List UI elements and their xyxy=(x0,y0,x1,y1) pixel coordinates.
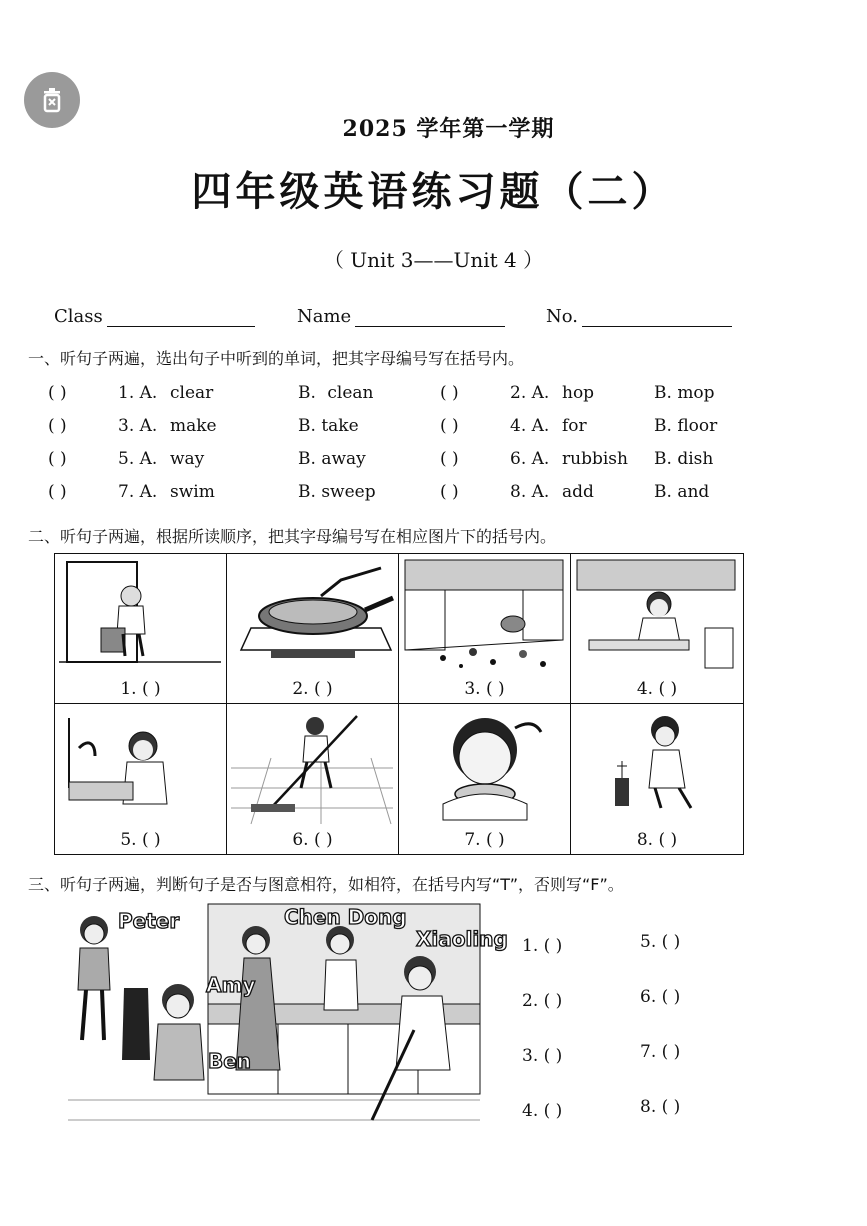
answer-paren[interactable]: ( ) xyxy=(440,449,459,469)
boy-mopping-illustration xyxy=(231,708,393,824)
class-blank[interactable] xyxy=(107,308,255,327)
scene-name-label: Amy xyxy=(206,973,256,997)
question-row xyxy=(48,413,448,439)
picture-cell-8 xyxy=(571,704,743,854)
picture-caption[interactable]: 1. ( ) xyxy=(120,679,161,699)
name-blank[interactable] xyxy=(355,308,505,327)
answer-slot[interactable]: 5. ( ) xyxy=(640,931,681,952)
question-number: 6. A. xyxy=(510,449,550,469)
answer-paren[interactable]: ( ) xyxy=(48,416,67,436)
answer-slot[interactable]: 2. ( ) xyxy=(522,990,563,1011)
option-b: floor xyxy=(677,416,718,436)
picture-caption[interactable]: 5. ( ) xyxy=(120,830,161,850)
picture-cell-7 xyxy=(399,704,571,854)
option-b: away xyxy=(321,449,366,469)
answer-paren[interactable]: ( ) xyxy=(48,482,67,502)
answer-slot[interactable]: 8. ( ) xyxy=(640,1096,681,1117)
question-row xyxy=(48,380,448,406)
section3-answers-left xyxy=(522,918,562,1138)
option-b: take xyxy=(321,416,359,436)
question-row xyxy=(440,446,840,472)
picture-caption[interactable]: 6. ( ) xyxy=(292,830,333,850)
number-blank[interactable] xyxy=(582,308,732,327)
class-label: Class xyxy=(54,306,103,327)
option-b-label: B. xyxy=(298,449,316,469)
school-year-line: 2025 学年第一学期 xyxy=(342,116,555,142)
option-a: way xyxy=(170,449,205,469)
picture-cell-2 xyxy=(227,554,399,704)
option-a: swim xyxy=(170,482,215,502)
option-b-label: B. xyxy=(654,482,672,502)
question-number: 1. A. xyxy=(118,383,158,403)
question-row xyxy=(440,380,840,406)
scene-name-label: Peter xyxy=(118,909,180,933)
question-number: 3. A. xyxy=(118,416,158,436)
option-b: dish xyxy=(677,449,714,469)
option-b-label: B. xyxy=(298,383,316,403)
question-number: 8. A. xyxy=(510,482,550,502)
question-row xyxy=(440,479,840,505)
question-number: 5. A. xyxy=(118,449,158,469)
boy-cleaning-illustration xyxy=(59,558,221,674)
picture-cell-6 xyxy=(227,704,399,854)
option-a: hop xyxy=(562,383,595,403)
option-a: rubbish xyxy=(562,449,628,469)
number-label: No. xyxy=(546,306,578,327)
section3-heading: 三、听句子两遍，判断句子是否与图意相符，如相符，在括号内写“T”，否则写“F”。 xyxy=(28,875,624,894)
answer-paren[interactable]: ( ) xyxy=(440,482,459,502)
section3-answers-right xyxy=(640,914,680,1134)
option-b: clean xyxy=(327,383,374,403)
answer-paren[interactable]: ( ) xyxy=(440,383,459,403)
question-row xyxy=(48,446,448,472)
messy-kitchen-illustration xyxy=(403,558,565,674)
option-a: for xyxy=(562,416,587,436)
answer-paren[interactable]: ( ) xyxy=(48,449,67,469)
number-field[interactable] xyxy=(546,306,732,327)
girl-eating-noodles-illustration xyxy=(403,708,565,824)
question-row xyxy=(48,479,448,505)
option-b-label: B. xyxy=(298,416,316,436)
scene-name-label: Chen Dong xyxy=(284,905,407,929)
cooking-noodles-illustration xyxy=(231,558,393,674)
section1-right-column xyxy=(440,380,840,505)
option-b-label: B. xyxy=(654,383,672,403)
option-b-label: B. xyxy=(654,449,672,469)
girl-in-kitchen-illustration xyxy=(575,558,737,674)
option-b-label: B. xyxy=(298,482,316,502)
option-a: clear xyxy=(170,383,214,403)
picture-cell-4 xyxy=(571,554,743,704)
girl-washing-dishes-illustration xyxy=(59,708,221,824)
option-a: add xyxy=(562,482,594,502)
question-row xyxy=(440,413,840,439)
section2-heading: 二、听句子两遍，根据所读顺序，把其字母编号写在相应图片下的括号内。 xyxy=(28,527,557,546)
answer-slot[interactable]: 4. ( ) xyxy=(522,1100,563,1121)
answer-slot[interactable]: 7. ( ) xyxy=(640,1041,681,1062)
picture-caption[interactable]: 2. ( ) xyxy=(292,679,333,699)
picture-caption[interactable]: 3. ( ) xyxy=(464,679,505,699)
section1-left-column xyxy=(48,380,448,505)
option-b: sweep xyxy=(321,482,376,502)
page-title: 四年级英语练习题（二） xyxy=(191,168,676,215)
class-field[interactable] xyxy=(54,306,255,327)
scene-name-label: Ben xyxy=(208,1049,252,1073)
answer-slot[interactable]: 6. ( ) xyxy=(640,986,681,1007)
picture-cell-3 xyxy=(399,554,571,704)
picture-grid xyxy=(54,553,744,855)
picture-cell-5 xyxy=(55,704,227,854)
answer-paren[interactable]: ( ) xyxy=(440,416,459,436)
question-number: 2. A. xyxy=(510,383,550,403)
name-field[interactable] xyxy=(297,306,505,327)
option-a: make xyxy=(170,416,217,436)
question-number: 4. A. xyxy=(510,416,550,436)
answer-slot[interactable]: 3. ( ) xyxy=(522,1045,563,1066)
option-b: mop xyxy=(677,383,715,403)
section1-heading: 一、听句子两遍，选出句子中听到的单词，把其字母编号写在括号内。 xyxy=(28,349,525,368)
name-label: Name xyxy=(297,306,352,327)
picture-caption[interactable]: 8. ( ) xyxy=(636,830,678,850)
answer-paren[interactable]: ( ) xyxy=(48,383,67,403)
option-b-label: B. xyxy=(654,416,672,436)
boy-lighting-firework-illustration xyxy=(575,708,737,824)
answer-slot[interactable]: 1. ( ) xyxy=(522,935,563,956)
kitchen-scene-picture xyxy=(68,900,508,1136)
option-b: and xyxy=(677,482,710,502)
question-number: 7. A. xyxy=(118,482,158,502)
picture-caption[interactable]: 7. ( ) xyxy=(464,830,505,850)
picture-caption[interactable]: 4. ( ) xyxy=(636,679,678,699)
picture-cell-1 xyxy=(55,554,227,704)
trash-icon xyxy=(37,85,67,115)
scene-name-label: Xiaoling xyxy=(416,927,508,951)
unit-range: （ Unit 3——Unit 4 ） xyxy=(323,248,544,272)
